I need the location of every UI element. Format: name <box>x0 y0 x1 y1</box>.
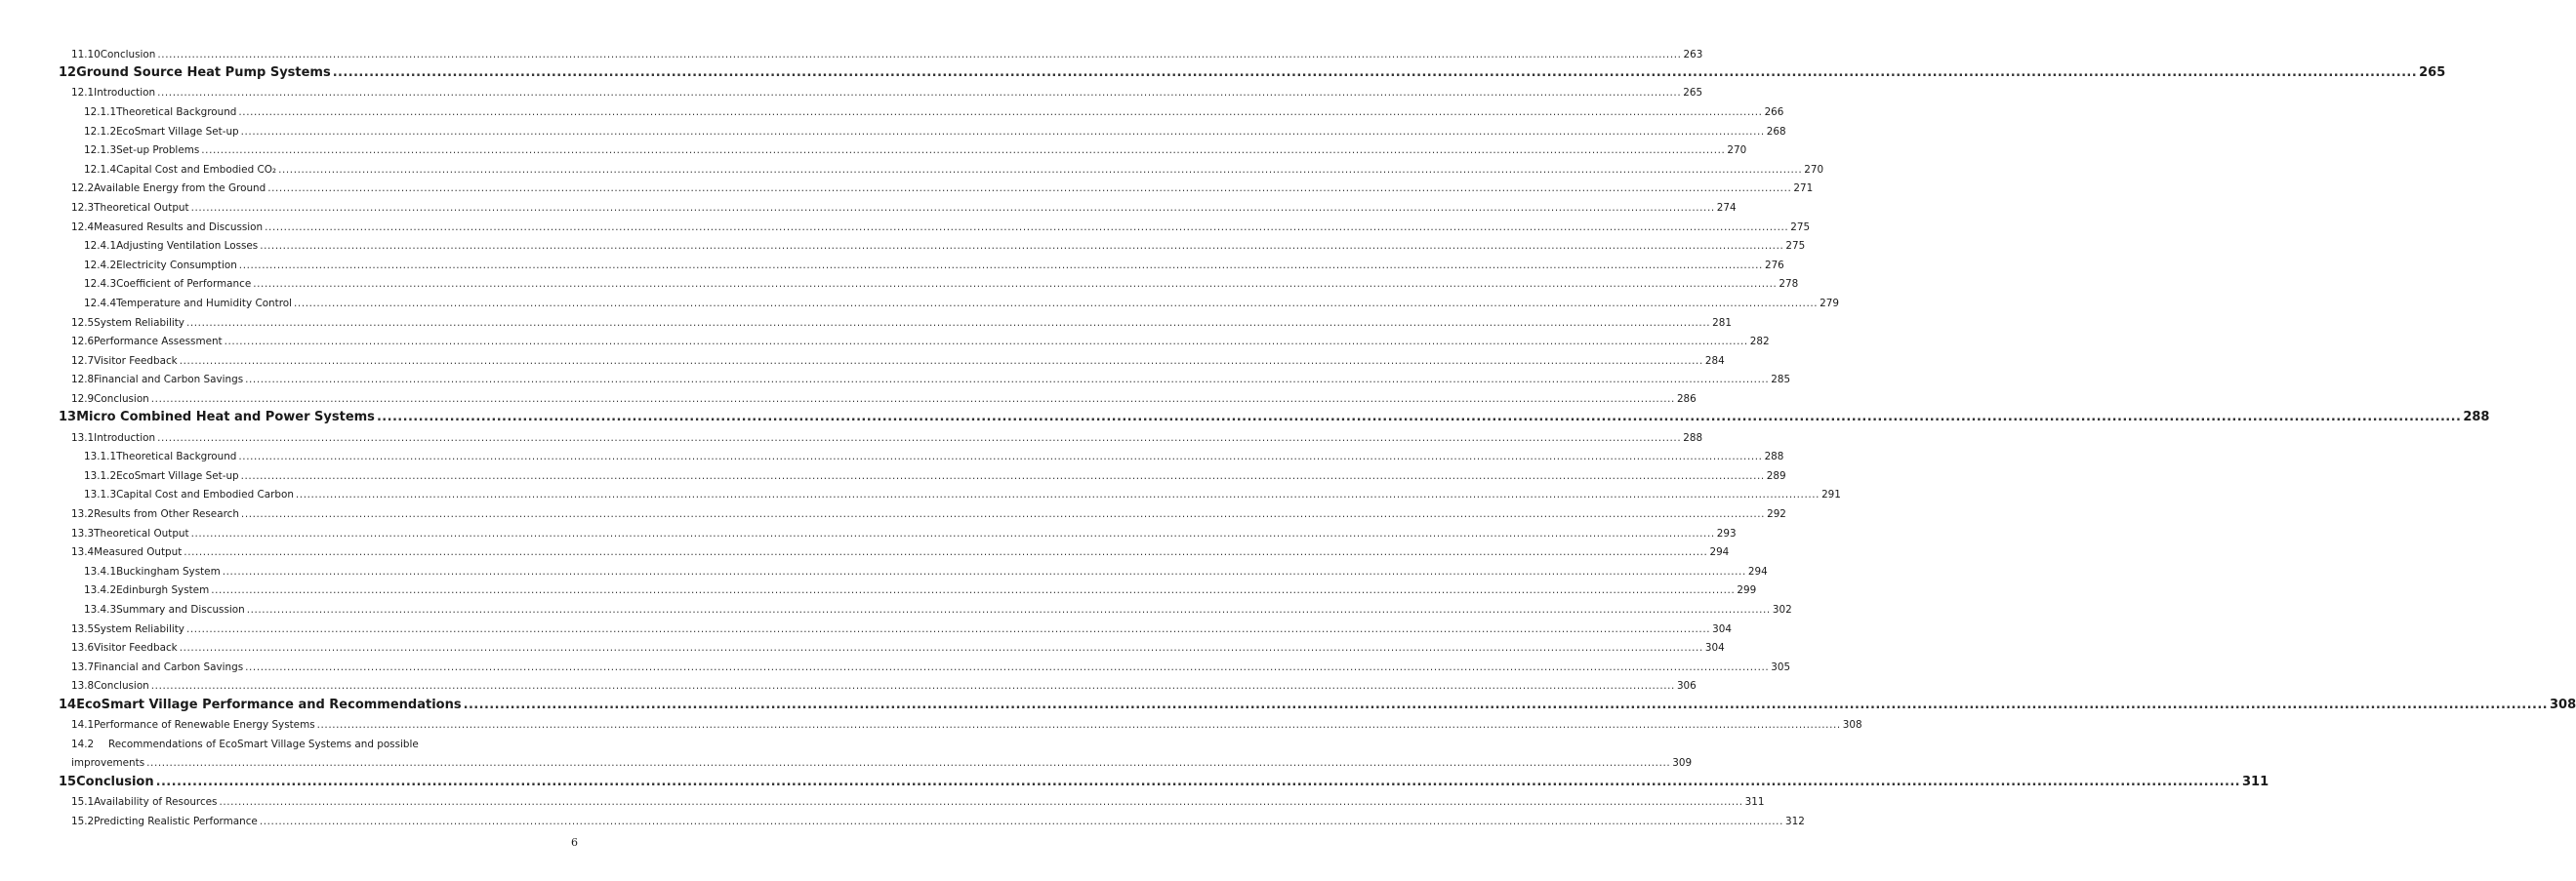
toc-dot-leader: ................................................................................................................................................................................................................................................................................................................................................................................................................ <box>376 410 2462 425</box>
toc-chapter-entry[interactable] <box>59 692 2576 712</box>
toc-entry-title: Electricity Consumption <box>116 259 237 271</box>
toc-chapter-entry[interactable] <box>59 405 2490 425</box>
toc-entry-number: 12.4.1 <box>84 240 117 253</box>
toc-entry-title: Performance of Renewable Energy Systems <box>94 719 315 732</box>
toc-dot-leader: ................................................................................................................................................................................................................................................................................................................................................................................................................ <box>246 604 1771 616</box>
toc-dot-leader: ................................................................................................................................................................................................................................................................................................................................................................................................................ <box>157 48 1682 60</box>
toc-entry-page: 302 <box>1772 604 1792 616</box>
toc-entry-title: Financial and Carbon Savings <box>94 374 244 386</box>
toc-entry-page: 311 <box>1744 796 1765 809</box>
toc-entry-title: Performance Assessment <box>94 336 223 348</box>
table-of-contents <box>59 41 2576 827</box>
toc-dot-leader: ................................................................................................................................................................................................................................................................................................................................................................................................................ <box>463 697 2548 712</box>
toc-entry[interactable] <box>59 252 1784 271</box>
toc-entry-number: 14 <box>59 697 77 712</box>
toc-entry[interactable] <box>59 731 1693 770</box>
toc-entry-title: Introduction <box>94 87 156 100</box>
toc-entry-page: 265 <box>1683 87 1703 100</box>
toc-entry[interactable] <box>59 290 1840 309</box>
toc-entry-number: 13.3 <box>71 527 95 540</box>
toc-entry[interactable] <box>59 138 1747 157</box>
toc-entry-page: 288 <box>1683 431 1703 444</box>
toc-entry-number: 13 <box>59 410 77 425</box>
toc-dot-leader: ................................................................................................................................................................................................................................................................................................................................................................................................................ <box>190 201 1715 214</box>
toc-dot-leader: ................................................................................................................................................................................................................................................................................................................................................................................................................ <box>259 815 1783 827</box>
toc-dot-leader: ................................................................................................................................................................................................................................................................................................................................................................................................................ <box>211 584 1736 597</box>
toc-entry-title: Coefficient of Performance <box>116 278 252 291</box>
toc-dot-leader: ................................................................................................................................................................................................................................................................................................................................................................................................................ <box>201 144 1726 157</box>
toc-entry-title: Theoretical Background <box>116 105 237 118</box>
toc-entry-title: Theoretical Background <box>116 451 237 463</box>
toc-dot-leader: ................................................................................................................................................................................................................................................................................................................................................................................................................ <box>155 774 2241 789</box>
toc-entry-title: Measured Output <box>94 546 183 559</box>
toc-entry[interactable] <box>59 194 1737 214</box>
toc-entry[interactable] <box>59 214 1811 233</box>
toc-entry-title: Ground Source Heat Pump Systems <box>76 64 331 80</box>
toc-entry-number: 12.4.3 <box>84 278 117 291</box>
toc-entry-page: 294 <box>1709 546 1730 559</box>
toc-dot-leader: ................................................................................................................................................................................................................................................................................................................................................................................................................ <box>184 546 1708 559</box>
toc-entry-number: 15.2 <box>71 815 95 827</box>
toc-entry-page: 268 <box>1766 125 1786 138</box>
toc-entry-page: 292 <box>1767 508 1786 521</box>
toc-entry-title: Visitor Feedback <box>94 642 178 655</box>
toc-entry[interactable] <box>59 482 1841 501</box>
toc-entry-page: 288 <box>2463 410 2490 425</box>
toc-entry-number: 14.2 <box>71 738 95 750</box>
toc-entry[interactable] <box>59 596 1792 616</box>
toc-entry[interactable] <box>59 635 1725 655</box>
toc-entry[interactable] <box>59 654 1791 673</box>
toc-entry-title: Micro Combined Heat and Power Systems <box>76 410 375 425</box>
toc-entry-number: 12.1.2 <box>84 125 117 138</box>
toc-entry-page: 293 <box>1716 527 1737 540</box>
toc-entry-title: Edinburgh System <box>116 584 210 597</box>
toc-entry-page: 299 <box>1737 584 1757 597</box>
toc-dot-leader: ................................................................................................................................................................................................................................................................................................................................................................................................................ <box>245 661 1770 673</box>
toc-dot-leader: ................................................................................................................................................................................................................................................................................................................................................................................................................ <box>238 259 1763 271</box>
toc-entry-title: Conclusion <box>100 48 156 60</box>
toc-entry-number: 13.2 <box>71 508 95 521</box>
toc-entry[interactable] <box>59 41 1703 60</box>
toc-dot-leader: ................................................................................................................................................................................................................................................................................................................................................................................................................ <box>278 163 1803 176</box>
toc-dot-leader: ................................................................................................................................................................................................................................................................................................................................................................................................................ <box>157 87 1682 100</box>
toc-entry-page: 305 <box>1771 661 1791 673</box>
toc-entry-number: 12.3 <box>71 201 95 214</box>
toc-entry-title: Availability of Resources <box>94 796 218 809</box>
toc-entry-number: 12.1.3 <box>84 144 117 157</box>
toc-entry-page: 311 <box>2242 774 2269 789</box>
toc-entry-page: 304 <box>1712 622 1732 635</box>
toc-entry[interactable] <box>59 462 1786 482</box>
toc-entry-page: 266 <box>1764 105 1784 118</box>
toc-entry-title: System Reliability <box>94 622 184 635</box>
toc-entry-number: 13.1.2 <box>84 469 117 482</box>
toc-entry-number: 12.1.1 <box>84 105 117 118</box>
toc-entry[interactable] <box>59 501 1786 521</box>
toc-entry-number: 12.4 <box>71 220 95 233</box>
toc-dot-leader: ................................................................................................................................................................................................................................................................................................................................................................................................................ <box>150 680 1675 693</box>
toc-dot-leader: ................................................................................................................................................................................................................................................................................................................................................................................................................ <box>190 527 1715 540</box>
toc-entry-title: EcoSmart Village Set-up <box>116 125 239 138</box>
toc-entry-title: System Reliability <box>94 316 184 329</box>
toc-entry-title: Theoretical Output <box>94 201 189 214</box>
toc-entry[interactable] <box>59 156 1824 176</box>
toc-dot-leader: ................................................................................................................................................................................................................................................................................................................................................................................................................ <box>240 125 1765 138</box>
toc-dot-leader: ................................................................................................................................................................................................................................................................................................................................................................................................................ <box>240 469 1765 482</box>
toc-dot-leader: ................................................................................................................................................................................................................................................................................................................................................................................................................ <box>245 374 1770 386</box>
toc-entry-number: 13.4.2 <box>84 584 117 597</box>
toc-entry[interactable] <box>59 540 1730 559</box>
toc-dot-leader: ................................................................................................................................................................................................................................................................................................................................................................................................................ <box>146 757 1671 770</box>
toc-entry-page: 294 <box>1747 565 1768 578</box>
toc-entry-title: Visitor Feedback <box>94 354 178 367</box>
toc-dot-leader: ................................................................................................................................................................................................................................................................................................................................................................................................................ <box>332 64 2418 80</box>
toc-entry-title: Predicting Realistic Performance <box>94 815 258 827</box>
toc-entry-page: 284 <box>1704 354 1725 367</box>
toc-entry-title: EcoSmart Village Set-up <box>116 469 239 482</box>
toc-entry-page: 282 <box>1749 336 1770 348</box>
toc-entry[interactable] <box>59 444 1784 463</box>
toc-entry-number: 13.1 <box>71 431 95 444</box>
toc-entry-title: Capital Cost and Embodied CO₂ <box>116 163 277 176</box>
toc-entry-number: 12.2 <box>71 182 95 195</box>
toc-entry-title: Conclusion <box>94 680 149 693</box>
toc-entry-title: Available Energy from the Ground <box>94 182 266 195</box>
toc-entry-page: 304 <box>1704 642 1725 655</box>
toc-entry[interactable] <box>59 673 1697 693</box>
toc-entry-page: 306 <box>1676 680 1697 693</box>
toc-entry-number: 12.4.4 <box>84 297 117 309</box>
toc-entry-page: 288 <box>1764 451 1784 463</box>
toc-entry-number: 13.1.3 <box>84 489 117 501</box>
toc-entry-number: 12 <box>59 64 77 80</box>
toc-entry-page: 286 <box>1676 392 1697 405</box>
toc-entry-page: 308 <box>2550 697 2576 712</box>
toc-dot-leader: ................................................................................................................................................................................................................................................................................................................................................................................................................ <box>179 642 1703 655</box>
page-number: 6 <box>571 836 578 849</box>
toc-dot-leader: ................................................................................................................................................................................................................................................................................................................................................................................................................ <box>267 182 1792 195</box>
toc-dot-leader: ................................................................................................................................................................................................................................................................................................................................................................................................................ <box>294 297 1819 309</box>
toc-entry-number: 15 <box>59 774 77 789</box>
toc-entry-title: Measured Results and Discussion <box>94 220 264 233</box>
toc-entry-page: 271 <box>1793 182 1814 195</box>
toc-entry-number: 13.4 <box>71 546 95 559</box>
toc-dot-leader: ................................................................................................................................................................................................................................................................................................................................................................................................................ <box>238 105 1763 118</box>
toc-entry[interactable] <box>59 309 1732 329</box>
toc-dot-leader: ................................................................................................................................................................................................................................................................................................................................................................................................................ <box>185 622 1711 635</box>
toc-chapter-entry[interactable] <box>59 769 2269 789</box>
toc-entry-title: Theoretical Output <box>94 527 189 540</box>
toc-dot-leader: ................................................................................................................................................................................................................................................................................................................................................................................................................ <box>224 336 1748 348</box>
toc-entry-page: 291 <box>1821 489 1841 501</box>
toc-entry[interactable] <box>59 329 1770 348</box>
toc-entry-title-continued: improvements <box>71 757 145 770</box>
toc-entry-title: Conclusion <box>94 392 149 405</box>
toc-entry-page: 279 <box>1820 297 1840 309</box>
toc-entry-number: 12.1.4 <box>84 163 117 176</box>
toc-dot-leader: ................................................................................................................................................................................................................................................................................................................................................................................................................ <box>179 354 1703 367</box>
toc-entry-number: 13.1.1 <box>84 451 117 463</box>
toc-dot-leader: ................................................................................................................................................................................................................................................................................................................................................................................................................ <box>219 796 1743 809</box>
toc-entry-page: 281 <box>1712 316 1732 329</box>
toc-entry-title: Conclusion <box>76 774 154 789</box>
toc-entry-title: Buckingham System <box>116 565 221 578</box>
toc-entry[interactable] <box>59 233 1806 253</box>
toc-dot-leader: ................................................................................................................................................................................................................................................................................................................................................................................................................ <box>260 240 1784 253</box>
toc-entry-number: 12.5 <box>71 316 95 329</box>
toc-entry-page: 274 <box>1716 201 1737 214</box>
toc-dot-leader: ................................................................................................................................................................................................................................................................................................................................................................................................................ <box>238 451 1763 463</box>
toc-entry-page: 276 <box>1764 259 1784 271</box>
toc-dot-leader: ................................................................................................................................................................................................................................................................................................................................................................................................................ <box>265 220 1789 233</box>
toc-entry-number: 12.1 <box>71 87 95 100</box>
toc-entry-number: 15.1 <box>71 796 95 809</box>
toc-dot-leader: ................................................................................................................................................................................................................................................................................................................................................................................................................ <box>157 431 1682 444</box>
toc-entry-number: 12.7 <box>71 354 95 367</box>
toc-entry-number: 12.4.2 <box>84 259 117 271</box>
toc-entry[interactable] <box>59 271 1799 291</box>
toc-entry-page: 265 <box>2419 64 2446 80</box>
toc-dot-leader: ................................................................................................................................................................................................................................................................................................................................................................................................................ <box>185 316 1711 329</box>
toc-entry-number: 13.8 <box>71 680 95 693</box>
toc-chapter-entry[interactable] <box>59 60 2446 80</box>
toc-entry[interactable] <box>59 712 1862 732</box>
toc-entry-title: Set-up Problems <box>116 144 200 157</box>
toc-entry[interactable] <box>59 424 1703 444</box>
toc-entry-title: Introduction <box>94 431 156 444</box>
toc-entry-title: EcoSmart Village Performance and Recommendations <box>76 697 462 712</box>
toc-entry-page: 289 <box>1766 469 1786 482</box>
toc-entry-number: 13.5 <box>71 622 95 635</box>
toc-entry-title: Results from Other Research <box>94 508 239 521</box>
toc-dot-leader: ................................................................................................................................................................................................................................................................................................................................................................................................................ <box>150 392 1675 405</box>
toc-entry-title: Financial and Carbon Savings <box>94 661 244 673</box>
toc-entry[interactable] <box>59 99 1784 118</box>
toc-dot-leader: ................................................................................................................................................................................................................................................................................................................................................................................................................ <box>253 278 1778 291</box>
toc-entry-page: 263 <box>1683 48 1703 60</box>
toc-entry[interactable] <box>59 118 1786 138</box>
toc-dot-leader: ................................................................................................................................................................................................................................................................................................................................................................................................................ <box>222 565 1746 578</box>
toc-dot-leader: ................................................................................................................................................................................................................................................................................................................................................................................................................ <box>316 719 1841 732</box>
toc-entry[interactable] <box>59 520 1737 540</box>
toc-entry-page: 285 <box>1771 374 1791 386</box>
toc-entry-number: 13.4.3 <box>84 604 117 616</box>
toc-entry[interactable] <box>59 578 1757 597</box>
toc-entry-page: 308 <box>1842 719 1862 732</box>
toc-dot-leader: ................................................................................................................................................................................................................................................................................................................................................................................................................ <box>240 508 1766 521</box>
toc-entry-page: 275 <box>1790 220 1811 233</box>
toc-entry-title: Adjusting Ventilation Losses <box>116 240 259 253</box>
toc-entry[interactable] <box>59 808 1805 827</box>
toc-entry-number: 11.10 <box>71 48 101 60</box>
toc-entry[interactable] <box>59 558 1768 578</box>
toc-entry[interactable] <box>59 616 1732 635</box>
toc-entry-number: 13.7 <box>71 661 95 673</box>
toc-entry-number: 13.4.1 <box>84 565 117 578</box>
toc-entry[interactable] <box>59 347 1725 367</box>
toc-entry-number: 12.8 <box>71 374 95 386</box>
toc-entry-number: 12.9 <box>71 392 95 405</box>
toc-entry[interactable] <box>59 385 1697 405</box>
toc-dot-leader: ................................................................................................................................................................................................................................................................................................................................................................................................................ <box>295 489 1820 501</box>
toc-entry-page: 270 <box>1804 163 1824 176</box>
toc-entry-page: 278 <box>1779 278 1799 291</box>
toc-entry-number: 14.1 <box>71 719 95 732</box>
toc-entry[interactable] <box>59 80 1703 100</box>
toc-entry[interactable] <box>59 789 1765 809</box>
toc-entry-title: Summary and Discussion <box>116 604 245 616</box>
toc-entry[interactable] <box>59 176 1814 195</box>
toc-entry-page: 312 <box>1784 815 1805 827</box>
toc-entry-title: Recommendations of EcoSmart Village Systems and possible <box>108 738 419 750</box>
toc-entry-page: 270 <box>1727 144 1747 157</box>
toc-entry[interactable] <box>59 367 1791 386</box>
toc-entry-number: 13.6 <box>71 642 95 655</box>
toc-entry-page: 309 <box>1672 757 1693 770</box>
toc-entry-number: 12.6 <box>71 336 95 348</box>
toc-entry-title: Capital Cost and Embodied Carbon <box>116 489 294 501</box>
toc-entry-title: Temperature and Humidity Control <box>116 297 293 309</box>
toc-entry-page: 275 <box>1785 240 1806 253</box>
